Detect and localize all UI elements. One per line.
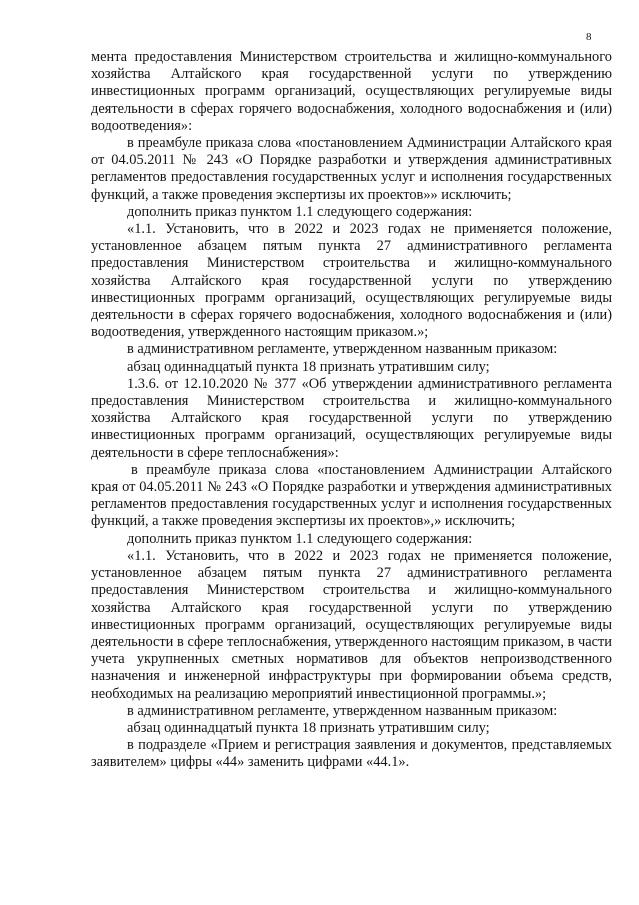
paragraph: мента предоставления Министерством строительства и жилищно-коммунального хозяйства Алтайского края государственной услуги по утверждению инвестиционных программ организаций, осуществляющих регулируемые виды деятельности в сферах горячего водоснабжения, холодного водоснабжения и (или) водоотведения»: (91, 49, 612, 134)
paragraph: в административном регламенте, утвержденном названным приказом: (127, 702, 558, 719)
paragraph: в подразделе «Прием и регистрация заявления и документов, представляемых заявителем» цифры «44» заменить цифрами «44.1». (91, 737, 612, 771)
paragraph: дополнить приказ пунктом 1.1 следующего содержания: (127, 530, 473, 547)
paragraph: в административном регламенте, утвержденном названным приказом: (127, 341, 558, 358)
paragraph: абзац одиннадцатый пункта 18 признать утратившим силу; (127, 358, 490, 375)
paragraph: абзац одиннадцатый пункта 18 признать утратившим силу; (127, 719, 490, 736)
paragraph: в преамбуле приказа слова «постановлением Администрации Алтайского края от 04.05.2011 № 243 «О Порядке разработки и утверждения административных регламентов предоставления государственных услуг и исполнения государственных функций, а также проведения экспертизы их проектов»,» исключить; (91, 461, 612, 530)
paragraph: 1.3.6. от 12.10.2020 № 377 «Об утверждении административного регламента предоставления Министерством строительства и жилищно-коммунального хозяйства Алтайского края государственной услуги по утверждению инвестиционных программ организаций, осуществляющих регулируемые виды деятельности в сфере теплоснабжения»: (91, 375, 612, 461)
page-number: 8 (586, 31, 592, 43)
paragraph: в преамбуле приказа слова «постановлением Администрации Алтайского края от 04.05.2011 № 243 «О Порядке разработки и утверждения административных регламентов предоставления государственных услуг и исполнения государственных функций, а также проведения экспертизы их проектов»» исключить; (91, 135, 612, 203)
paragraph: «1.1. Установить, что в 2022 и 2023 годах не применяется положение, установленное абзацем пятым пункта 27 административного регламента предоставления Министерством строительства и жилищно-коммунального хозяйства Алтайского края государственной услуги по утверждению инвестиционных программ организаций, осуществляющих регулируемые виды деятельности в сферах горячего водоснабжения, холодного водоснабжения и (или) водоотведения, утвержденного настоящим приказом.»; (91, 221, 612, 341)
paragraph: дополнить приказ пунктом 1.1 следующего содержания: (127, 203, 473, 220)
document-body (91, 49, 612, 772)
paragraph: «1.1. Установить, что в 2022 и 2023 годах не применяется положение, установленное абзацем пятым пункта 27 административного регламента предоставления Министерством строительства и жилищно-коммунального хозяйства Алтайского края государственной услуги по утверждению инвестиционных программ организаций, осуществляющих регулируемые виды деятельности в сфере теплоснабжения, утвержденного настоящим приказом, в части учета укрупненных сметных нормативов для объектов непроизводственного назначения и инженерной инфраструктуры при формировании объема средств, необходимых на реализацию мероприятий инвестиционной программы.»; (91, 547, 612, 702)
